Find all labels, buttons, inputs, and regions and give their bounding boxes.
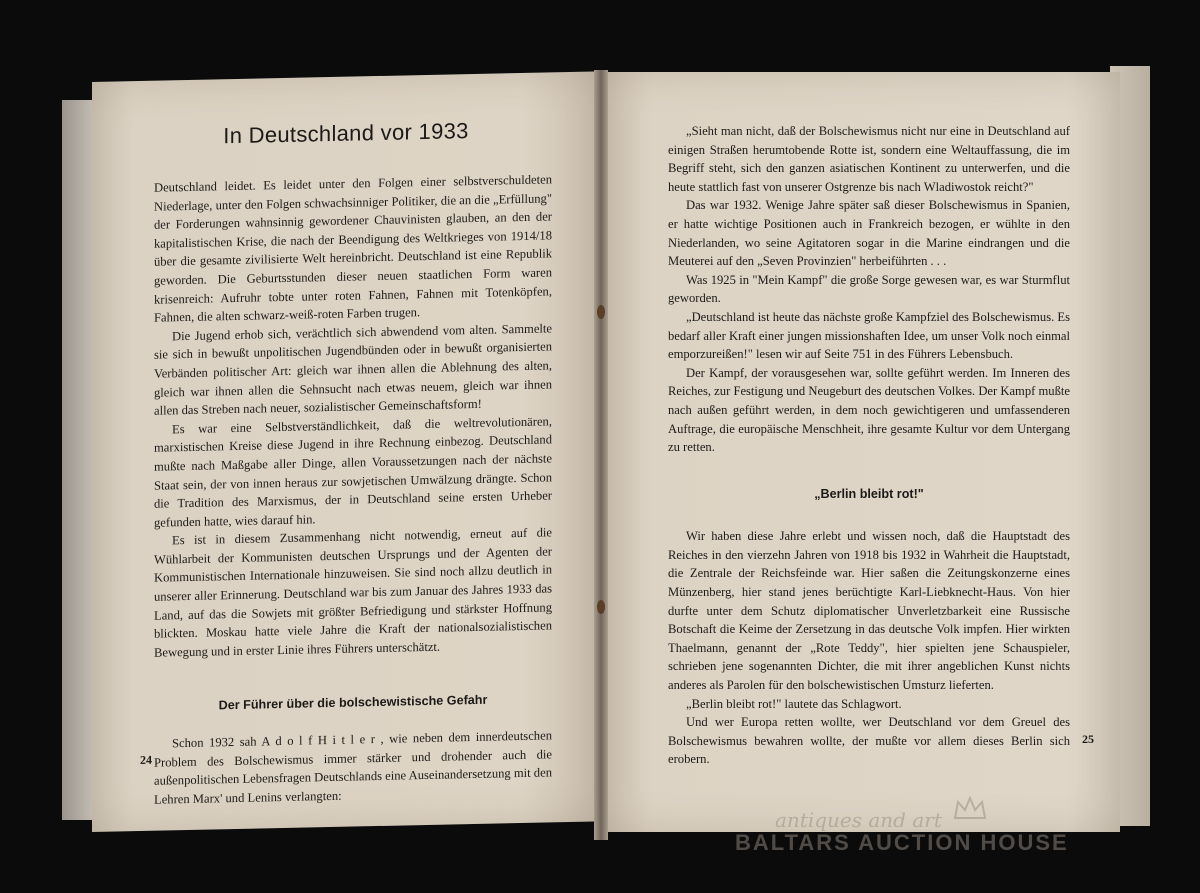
section-subheading: „Berlin bleibt rot!" [814,486,924,501]
paragraph: „Sieht man nicht, daß der Bolschewismus nicht nur eine in Deutschland auf einigen Straßen herumtobende Rotte ist, sondern eine Weltauffassung, die im Begriff steht, sich den ganzen asiatischen Kontinent zu unterwerfen, und die heute stattlich fast von unserer Ostgrenze bis nach Wladiwostok reicht?" [668,124,1070,194]
watermark-tagline: antiques and art [775,808,942,832]
paragraph: Schon 1932 sah A d o l f H i t l e r , wie neben dem innerdeutschen Problem des Bolschewismus immer stärker und drohender auch die außenpolitischen Lebensfragen Deutschlands eine Auseinandersetzung mit den Lehren Marx' und Lenins verlangten: [154,728,552,807]
right-page-body [668,122,1070,769]
staple-hole [597,305,605,319]
paragraph: Der Kampf, der vorausgesehen war, sollte geführt werden. Im Inneren des Reiches, zur Festigung und Neugeburt des deutschen Volkes. Der Kampf mußte nach außen geführt werden, in dem noch gewichtigeren und umfassenderen Auftrage, die europäische Menschheit, ihre gesamte Kultur vor dem Untergang zu retten. [668,365,1070,455]
paragraph: Es ist in diesem Zusammenhang nicht notwendig, erneut auf die Wühlarbeit der Kommunisten deutschen Ursprungs und der Agenten der Kommunistischen Internationale hinzuweisen. Sie sind noch allzu deutlich in unserer aller Erinnerung. Deutschland war bis zum Januar des Jahres 1933 das Land, auf das die Sowjets mit größter Befriedigung und stärkster Hoffnung blickten. Moskau hatte viele Jahre die Kraft der nationalsozialistischen Bewegung und in erster Linie ihres Führers unterschätzt. [154,525,552,660]
paragraph: Wir haben diese Jahre erlebt und wissen noch, daß die Hauptstadt des Reiches in den vierzehn Jahren von 1918 bis 1932 in Wahrheit die Hauptstadt, die Zentrale der Reichsfeinde war. Hier saßen die Zeitungskonzerne eines Münzenberg, hier stand jenes berüchtigte Karl-Liebknecht-Haus. Von hier durfte unter dem Schutz diplomatischer Unverletzbarkeit eine Russische Botschaft die Keime der Zersetzung in das deutsche Volk impfen. Hier wirkten Thaelmann, genannt der „Rote Teddy", hier spielten jene Schauspieler, schrieben jene sogenannten Dichter, die mit ihrer angeblichen Kunst nichts anderes als Parolen für den bolschewistischen Umsturz lieferten. [668,529,1070,693]
left-page [92,71,600,832]
page-number: 24 [140,752,152,767]
paragraph: Was 1925 in "Mein Kampf" die große Sorge gewesen war, es war Sturmflut geworden. [668,272,1070,306]
paragraph: Es war eine Selbstverständlichkeit, daß die weltrevolutionären, marxistischen Kreise diese Jugend in ihre Rechnung einbezog. Deutschland mußte nach Maßgabe aller Dinge, allen Voraussetzungen nach der nächste Staat sein, der von innen heraus zur sowjetischen Umwälzung drängte. Schon die Tradition des Marxismus, der in Deutschland seine ersten Urheber gefunden hatte, wies darauf hin. [154,414,552,530]
book-gutter [594,70,608,840]
staple-hole [597,600,605,614]
paragraph: Das war 1932. Wenige Jahre später saß dieser Bolschewismus in Spanien, er hatte wichtige Positionen auch in Frankreich bezogen, er wühlte in den Niederlanden, wo seine Agitatoren sogar in die Marine eindrangen und die Meuterei auf den „Seven Provinzien" herbeiführten . . . [668,198,1070,269]
paragraph: Deutschland leidet. Es leidet unter den Folgen einer selbstverschuldeten Niederlage, unter den Folgen schwachsinniger Politiker, die an die „Erfüllung" der Forderungen wahnsinnig gewordener Chauvinisten glauben, an den der kapitalistischen Krise, die nach der Beendigung des Weltkrieges von 1914/18 über die gesamte zivilisierte Welt hereinbricht. Deutschland ist eine Republik geworden. Die Geburtsstunden dieser neuen staatlichen Form waren krisenreich: Aufruhr tobte unter roten Fahnen, Fahnen mit Totenköpfen, Fahnen, die alten schwarz-weiß-roten Farben trugen. [154,172,552,325]
watermark-house-name: BALTARS AUCTION HOUSE [735,830,1069,855]
right-page [600,72,1120,832]
page-number: 25 [1082,732,1094,746]
paragraph: „Deutschland ist heute das nächste große Kampfziel des Bolschewismus. Es bedarf aller Kraft einer jungen missionshaften Idee, um unser Volk noch einmal emporzureißen!" lesen wir auf Seite 751 in des Führers Lebensbuch. [668,309,1071,362]
auction-watermark [735,800,1135,860]
left-page-body [154,170,552,809]
page-title: In Deutschland vor 1933 [223,118,469,149]
paragraph: Die Jugend erhob sich, verächtlich sich abwendend vom alten. Sammelte sie sich in bewußt unpolitischen Jugendbünden oder in bewußt organisierten Verbänden politischer Art: gleich war ihnen allen die Ablehnung des alten, gleich war ihnen allen die Sehnsucht nach etwas neuem, gleich war ihnen allen das Streben nach neuer, sozialistischer Gemeinschaftsform! [154,321,552,418]
paragraph: „Berlin bleibt rot!" lautete das Schlagwort. [686,696,902,711]
crown-icon [953,796,987,822]
paragraph: Und wer Europa retten wollte, wer Deutschland vor dem Greuel des Bolschewismus bewahren wollte, der mußte vor allem dieses Berlin sich erobern. [668,715,1070,767]
section-subheading: Der Führer über die bolschewistische Gefahr [218,693,488,713]
